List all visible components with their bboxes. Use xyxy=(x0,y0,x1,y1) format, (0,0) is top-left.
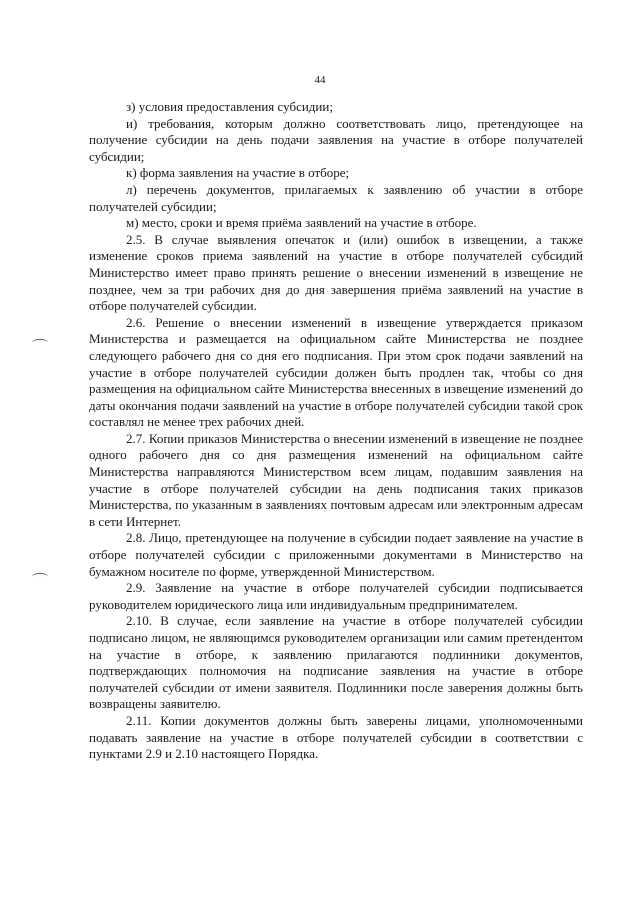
list-item-k: к) форма заявления на участие в отборе; xyxy=(126,165,350,181)
clause-2-8: 2.8. Лицо, претендующее на получение в субсидии подает заявление на участие в отборе получателей субсидии с приложенными документами в Министерство на бумажном носителе по форме, утвержденной Министерством. xyxy=(89,530,583,579)
list-item-m: м) место, сроки и время приёма заявлений на участие в отборе. xyxy=(126,215,477,231)
list-item-z: з) условия предоставления субсидии; xyxy=(126,99,333,114)
list-item-l: л) перечень документов, прилагаемых к заявлению об участии в отборе получателей субсидии; xyxy=(89,181,583,214)
list-item-i: и) требования, которым должно соответствовать лицо, претендующее на получение субсидии на день подачи заявления на участие в отборе получателей субсидии; xyxy=(89,115,583,164)
clause-2-10: 2.10. В случае, если заявление на участие в отборе получателей субсидии подписано лицом, не являющимся руководителем организации или самим претендентом на участие в отборе, к заявлению прилагаются подлинники документов, подтверждающих полномочия на подписание заявления на участие в отборе получателей субсидии от имени заявителя. Подлинники после заверения должны быть возвращены заявителю. xyxy=(89,613,583,712)
clause-2-9: 2.9. Заявление на участие в отборе получателей субсидии подписывается руководителем юридического лица или индивидуальным предпринимателем. xyxy=(89,580,583,612)
clause-2-5: 2.5. В случае выявления опечаток и (или) ошибок в извещении, а также изменение сроков приема заявлений на участие в отборе получателей субсидий Министерство имеет право принять решение о внесении изменений в извещение не позднее, чем за три рабочих дня до дня завершения приёма заявлений на участие в отборе получателей субсидии. xyxy=(89,231,583,314)
page-number: 44 xyxy=(314,74,326,86)
clause-2-11: 2.11. Копии документов должны быть заверены лицами, уполномоченными подавать заявление на участие в отборе получателей субсидии в соответствии с пунктами 2.9 и 2.10 настоящего Порядка. xyxy=(89,712,583,762)
margin-mark xyxy=(32,573,48,580)
clause-2-6: 2.6. Решение о внесении изменений в извещение утверждается приказом Министерства и размещается на официальном сайте Министерства не позднее следующего рабочего дня со дня его подписания. При этом срок подачи заявлений на участие в отборе получателей субсидии должен быть продлен так, чтобы со дня размещения на официальном сайте Министерства внесенных в извещение изменений до даты окончания подачи заявлений на участие в отборе получателей субсидии такой срок составлял не менее трех рабочих дней. xyxy=(89,314,583,430)
document-body xyxy=(89,99,583,763)
clause-2-7: 2.7. Копии приказов Министерства о внесении изменений в извещение не позднее одного рабочего дня со дня размещения изменений на официальном сайте Министерства направляются Министерством всем лицам, подавшим заявления на участие в отборе получателей субсидии на день подписания таких приказов Министерства, по указанным в заявлениях почтовым адресам или электронным адресам в сети Интернет. xyxy=(89,430,583,529)
margin-mark xyxy=(32,339,48,346)
